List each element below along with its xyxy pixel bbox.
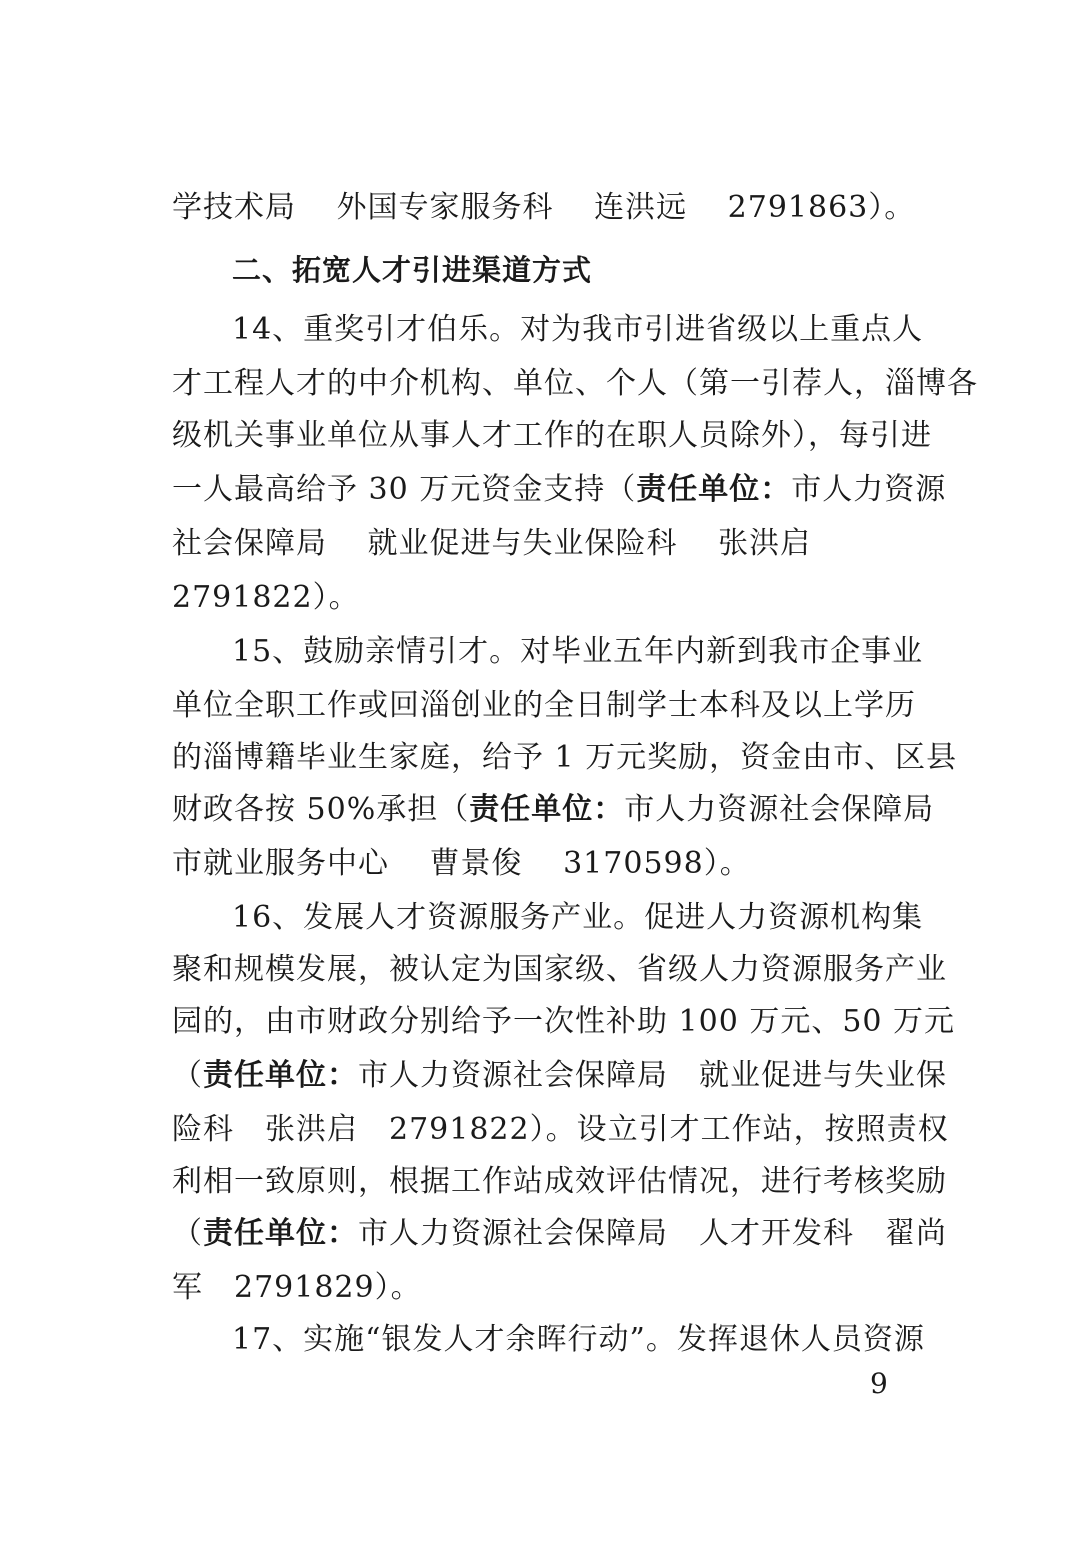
text-line: 单位全职工作或回淄创业的全日制学士本科及以上学历	[172, 688, 916, 723]
text-segment: 市人力资源社会保障局 就业促进与失业保	[358, 1058, 947, 1093]
text-line	[172, 1214, 947, 1254]
responsible-unit-label: 责任单位：	[203, 1216, 358, 1251]
text-segment: 3170598）。	[563, 846, 751, 881]
text-segment: 财政各按 50%承担（	[172, 792, 470, 827]
text-segment: 张洪启	[718, 526, 812, 561]
text-segment: 2791863）。	[727, 190, 916, 225]
text-line: 才工程人才的中介机构、单位、个人（第一引荐人，淄博各	[172, 366, 978, 401]
text-line	[172, 790, 935, 830]
paragraph-17-start: 17、实施“银发人才余晖行动”。发挥退休人员资源	[232, 1322, 925, 1357]
text-segment: 市就业服务中心	[172, 846, 389, 881]
text-segment: 市人力资源	[791, 472, 947, 507]
text-line: 聚和规模发展，被认定为国家级、省级人力资源服务产业	[172, 952, 947, 987]
text-segment: 学技术局	[172, 190, 296, 225]
text-segment: （	[172, 1058, 203, 1093]
responsible-unit-label: 责任单位：	[469, 792, 625, 827]
text-line: 级机关事业单位从事人才工作的在职人员除外），每引进	[172, 418, 932, 453]
text-segment: 外国专家服务科	[336, 190, 554, 225]
section-heading: 二、拓宽人才引进渠道方式	[232, 253, 593, 287]
text-line	[172, 844, 912, 884]
paragraph-16-start: 16、发展人才资源服务产业。促进人力资源机构集	[232, 900, 924, 935]
text-line	[172, 470, 947, 510]
text-line: 军 2791829）。	[172, 1270, 422, 1305]
text-line: 园的，由市财政分别给予一次性补助 100 万元、50 万元	[172, 1004, 956, 1039]
text-line	[172, 188, 916, 228]
text-segment: （	[172, 1216, 203, 1251]
text-segment: 曹景俊	[429, 846, 523, 881]
page-number: 9	[870, 1367, 888, 1400]
text-segment: 就业促进与失业保险科	[367, 526, 678, 561]
responsible-unit-label: 责任单位：	[636, 472, 792, 507]
text-line: 险科 张洪启 2791822）。设立引才工作站，按照责权	[172, 1112, 949, 1147]
text-segment: 一人最高给予 30 万元资金支持（	[172, 472, 637, 507]
paragraph-14-start: 14、重奖引才伯乐。对为我市引进省级以上重点人	[232, 312, 924, 347]
responsible-unit-label: 责任单位：	[203, 1058, 358, 1093]
text-segment: 连洪远	[594, 190, 688, 225]
text-segment: 社会保障局	[172, 526, 327, 561]
text-segment: 市人力资源社会保障局 人才开发科 翟尚	[358, 1216, 947, 1251]
text-line: 2791822）。	[172, 580, 360, 615]
text-segment: 市人力资源社会保障局	[624, 792, 935, 827]
text-line	[172, 524, 912, 564]
paragraph-15-start: 15、鼓励亲情引才。对毕业五年内新到我市企事业	[232, 634, 924, 669]
text-line: 利相一致原则，根据工作站成效评估情况，进行考核奖励	[172, 1164, 947, 1199]
text-line	[172, 1056, 947, 1096]
text-line: 的淄博籍毕业生家庭，给予 1 万元奖励，资金由市、区县	[172, 740, 958, 775]
